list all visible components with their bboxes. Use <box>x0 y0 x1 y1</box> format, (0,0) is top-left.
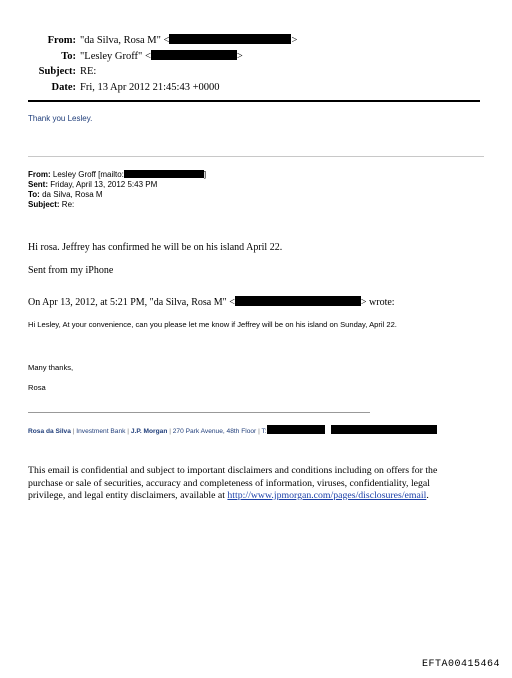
signature-text: Sent from my iPhone <box>28 265 114 276</box>
subject-value: RE: <box>80 66 97 77</box>
forwarded-header <box>28 170 206 210</box>
sig-name: Rosa da Silva <box>28 428 71 435</box>
subject-label: Subject: <box>38 66 76 77</box>
redaction-block <box>331 425 437 434</box>
signature-line: Rosa da Silva | Investment Bank | J.P. Morgan | 270 Park Avenue, 48th Floor | T: <box>28 425 437 435</box>
redaction-block <box>124 170 204 178</box>
message-text: Hi rosa. Jeffrey has confirmed he will be on his island April 22. <box>28 242 283 253</box>
disclosures-link[interactable]: http://www.jpmorgan.com/pages/disclosures/email <box>227 490 427 501</box>
date-label: Date: <box>51 81 76 93</box>
redaction-block <box>169 34 291 44</box>
redaction-block <box>235 296 361 306</box>
document-id: EFTA00415464 <box>421 659 500 670</box>
sender-name: Rosa <box>28 383 46 392</box>
fwd-from-row: From: Lesley Groff [mailto: ] <box>28 170 207 179</box>
thanks-text: Many thanks, <box>28 363 74 372</box>
disclaimer: This email is confidential and subject to important disclaimers and conditions including on offers for the purchase or sale of securities, accuracy and completeness of information, viruses, confidentiality, legal privilege, and legal entity disclaimers, available at http://www.jpmorgan.com/pages/disclosures/email. <box>28 465 438 501</box>
to-label: To: <box>61 50 76 62</box>
fwd-subject-row: Subject: Re: <box>28 200 75 209</box>
redaction-block <box>151 50 237 60</box>
reply-divider <box>28 156 484 157</box>
fwd-to-row: To: da Silva, Rosa M <box>28 190 103 199</box>
signature-divider <box>28 412 370 413</box>
quote-intro: On Apr 13, 2012, at 5:21 PM, "da Silva, Rosa M" < > wrote: <box>28 297 395 308</box>
redaction-block <box>267 425 325 434</box>
from-label: From: <box>47 35 76 46</box>
sig-dept: Investment Bank <box>76 428 126 435</box>
reply-text: Thank you Lesley. <box>28 114 93 123</box>
sig-address: 270 Park Avenue, 48th Floor <box>172 428 257 435</box>
from-value: "da Silva, Rosa M" < > <box>80 35 298 46</box>
date-value: Fri, 13 Apr 2012 21:45:43 +0000 <box>80 81 220 93</box>
sig-tel: T: <box>261 428 267 435</box>
header-divider <box>28 100 480 102</box>
sig-company: J.P. Morgan <box>130 428 168 435</box>
quoted-text: Hi Lesley, At your convenience, can you please let me know if Jeffrey will be on his island on Sunday, April 22. <box>28 320 397 329</box>
to-value: "Lesley Groff" < > <box>80 50 243 62</box>
fwd-sent-row: Sent: Friday, April 13, 2012 5:43 PM <box>28 180 158 189</box>
